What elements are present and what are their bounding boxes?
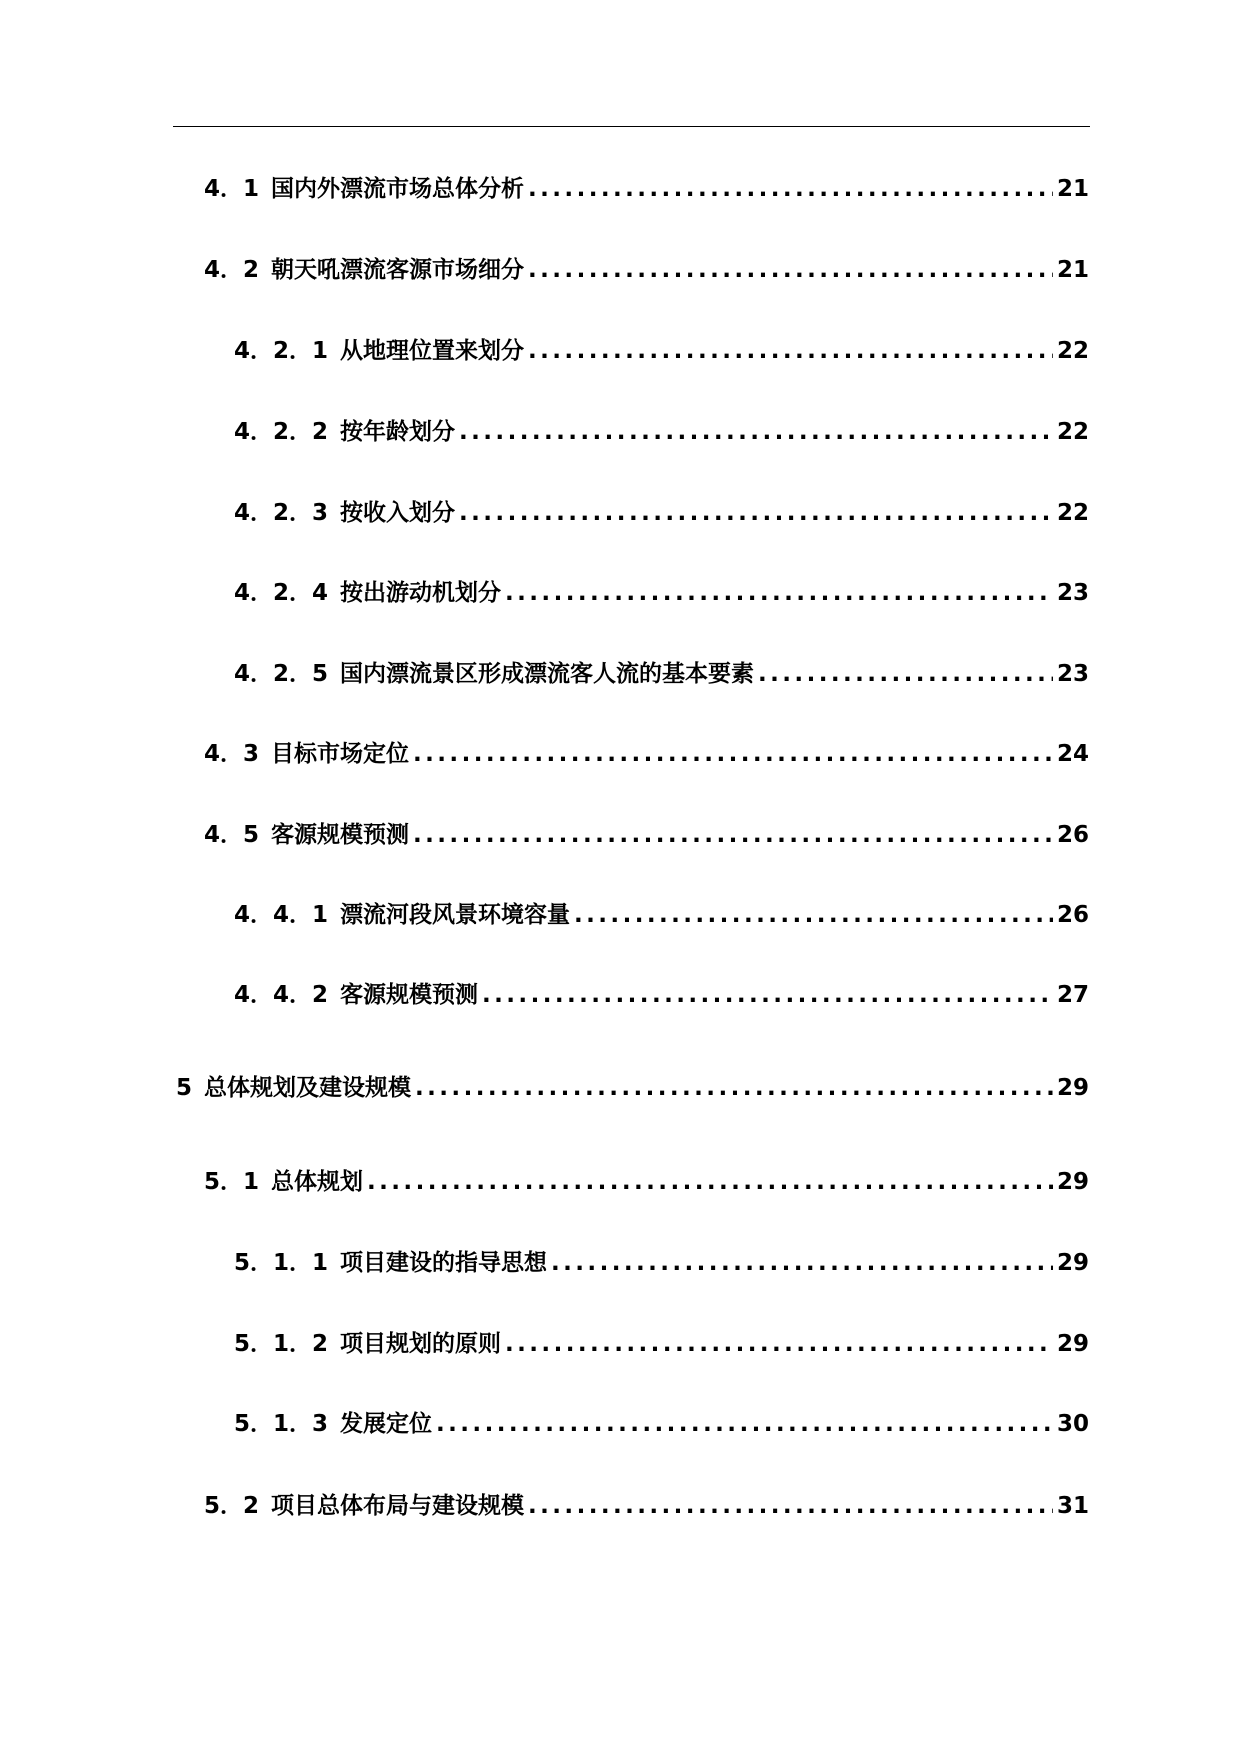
toc-entry[interactable] (234, 1407, 1089, 1441)
toc-entry[interactable] (234, 657, 1089, 691)
dot-leader (413, 818, 1053, 852)
toc-entry-page: 22 (1056, 338, 1089, 364)
toc-entry[interactable] (204, 253, 1089, 287)
toc-entry[interactable] (234, 415, 1089, 449)
toc-entry-title: 国内外漂流市场总体分析 (271, 176, 525, 202)
dot-leader (758, 657, 1053, 691)
toc-entry-number: 4．4．1 (234, 902, 329, 928)
toc-entry[interactable] (234, 1327, 1089, 1361)
toc-entry-page: 31 (1056, 1493, 1089, 1519)
toc-entry-page: 29 (1056, 1331, 1089, 1357)
toc-entry-title: 按收入划分 (340, 500, 456, 526)
toc-entry[interactable] (204, 818, 1089, 852)
toc-entry-page: 22 (1056, 419, 1089, 445)
dot-leader (436, 1407, 1053, 1441)
toc-entry[interactable] (234, 496, 1089, 530)
toc-entry-title: 项目建设的指导思想 (340, 1250, 548, 1276)
dot-leader (459, 496, 1053, 530)
toc-entry-title: 客源规模预测 (340, 982, 479, 1008)
toc-entry[interactable] (234, 1246, 1089, 1280)
toc-entry-page: 26 (1056, 902, 1089, 928)
dot-leader (528, 253, 1053, 287)
toc-entry-page: 21 (1056, 176, 1089, 202)
toc-entry-number: 5．1．3 (234, 1411, 329, 1437)
toc-entry-title: 朝天吼漂流客源市场细分 (271, 257, 525, 283)
toc-entry-number: 4．2．1 (234, 338, 329, 364)
toc-entry[interactable] (234, 576, 1089, 610)
toc-entry-title: 从地理位置来划分 (340, 338, 525, 364)
dot-leader (528, 1489, 1053, 1523)
dot-leader (551, 1246, 1053, 1280)
dot-leader (459, 415, 1053, 449)
toc-entry-page: 21 (1056, 257, 1089, 283)
toc-entry[interactable] (234, 334, 1089, 368)
toc-entry-title: 国内漂流景区形成漂流客人流的基本要素 (340, 661, 755, 687)
toc-entry-number: 4．2．5 (234, 661, 329, 687)
toc-entry-number: 4．2．4 (234, 580, 329, 606)
dot-leader (574, 898, 1053, 932)
toc-entry-page: 29 (1056, 1169, 1089, 1195)
dot-leader (505, 576, 1053, 610)
toc-entry-number: 4．1 (204, 176, 260, 202)
toc-entry-page: 29 (1056, 1075, 1089, 1101)
toc-entry-title: 发展定位 (340, 1411, 433, 1437)
toc-entry-number: 4．2．2 (234, 419, 329, 445)
toc-entry-page: 24 (1056, 741, 1089, 767)
toc-entry-title: 总体规划及建设规模 (204, 1075, 412, 1101)
toc-entry-title: 按年龄划分 (340, 419, 456, 445)
toc-entry-title: 按出游动机划分 (340, 580, 502, 606)
dot-leader (528, 334, 1053, 368)
toc-entry-number: 4．5 (204, 822, 260, 848)
toc-entry-page: 23 (1056, 661, 1089, 687)
dot-leader (528, 172, 1053, 206)
dot-leader (482, 978, 1053, 1012)
toc-entry-number: 5．1．1 (234, 1250, 329, 1276)
toc-entry-page: 23 (1056, 580, 1089, 606)
toc-entry-page: 26 (1056, 822, 1089, 848)
toc-entry-number: 5．2 (204, 1493, 260, 1519)
toc-entry[interactable] (234, 898, 1089, 932)
toc-entry-number: 5 (176, 1075, 193, 1101)
dot-leader (367, 1165, 1053, 1199)
toc-entry-number: 4．3 (204, 741, 260, 767)
toc-entry-title: 目标市场定位 (271, 741, 410, 767)
toc-entry-number: 4．2 (204, 257, 260, 283)
dot-leader (505, 1327, 1053, 1361)
toc-entry[interactable] (204, 737, 1089, 771)
toc-entry-title: 项目规划的原则 (340, 1331, 502, 1357)
toc-entry[interactable] (176, 1071, 1089, 1105)
toc-entry-page: 29 (1056, 1250, 1089, 1276)
toc-entry-title: 客源规模预测 (271, 822, 410, 848)
toc-entry[interactable] (204, 1165, 1089, 1199)
toc-entry[interactable] (204, 172, 1089, 206)
toc-entry[interactable] (234, 978, 1089, 1012)
toc-entry-number: 5．1．2 (234, 1331, 329, 1357)
toc-entry-title: 总体规划 (271, 1169, 364, 1195)
dot-leader (413, 737, 1053, 771)
toc-entry-page: 27 (1056, 982, 1089, 1008)
toc-entry-number: 4．2．3 (234, 500, 329, 526)
toc-entry-page: 22 (1056, 500, 1089, 526)
toc-entry-number: 4．4．2 (234, 982, 329, 1008)
toc-entry[interactable] (204, 1489, 1089, 1523)
toc-entry-number: 5．1 (204, 1169, 260, 1195)
toc-entry-title: 漂流河段风景环境容量 (340, 902, 571, 928)
toc-entry-page: 30 (1056, 1411, 1089, 1437)
dot-leader (415, 1071, 1053, 1105)
toc-entry-title: 项目总体布局与建设规模 (271, 1493, 525, 1519)
